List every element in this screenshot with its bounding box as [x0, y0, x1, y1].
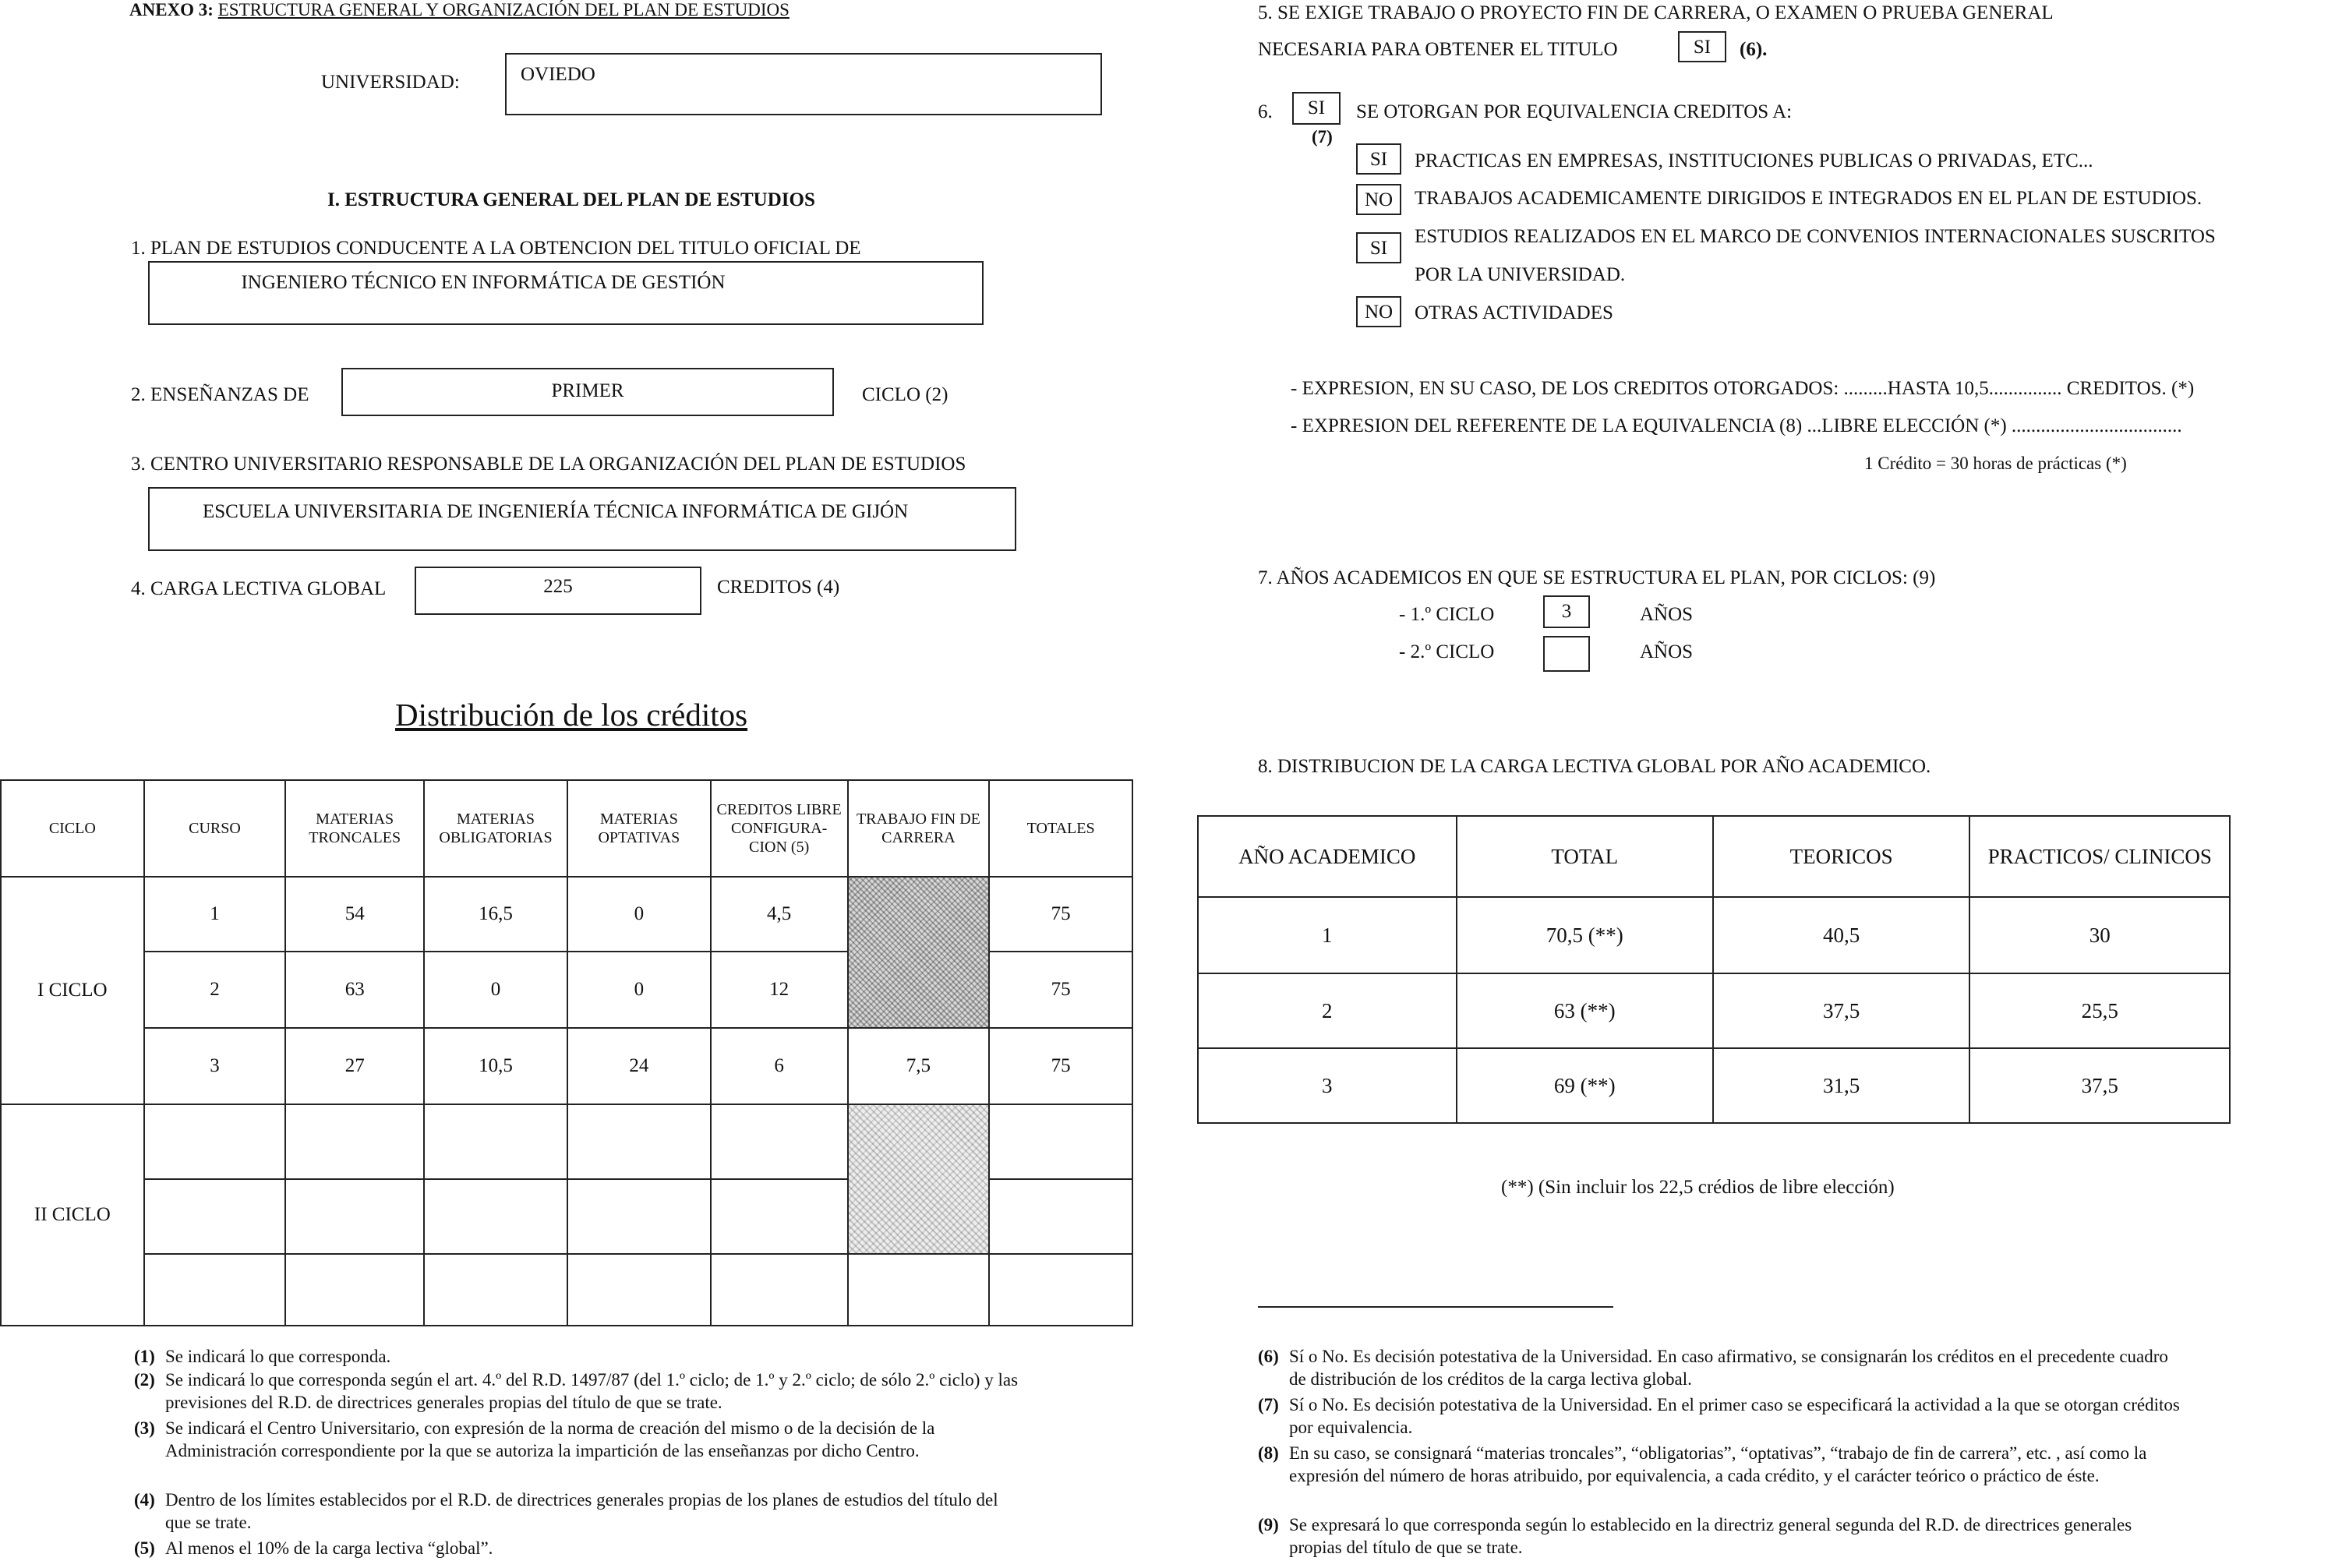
- annex-heading: [129, 0, 790, 20]
- item4-suffix: CREDITOS (4): [717, 577, 840, 598]
- trabajo-shaded-cell: [848, 877, 990, 1028]
- teoricos-cell: 37,5: [1713, 973, 1969, 1048]
- cycle1-label: - 1.º CICLO: [1399, 604, 1495, 625]
- year-table-note: (**) (Sin incluir los 22,5 crédios de libre elección): [1501, 1177, 1895, 1198]
- table-row: [1, 1254, 1132, 1326]
- year-cell: 1: [1198, 897, 1457, 973]
- ciclo1-cell: I CICLO: [1, 877, 144, 1104]
- footnote-number: (2): [134, 1370, 155, 1390]
- footnote: [134, 1537, 1069, 1560]
- header-optativas: MATERIAS OPTATIVAS: [567, 780, 711, 877]
- empty-cell: [711, 1254, 848, 1326]
- table-row: [1, 1028, 1132, 1104]
- ciclo2-cell: II CICLO: [1, 1104, 144, 1326]
- item6-number: 6.: [1258, 101, 1273, 122]
- footnote-number: (9): [1258, 1515, 1279, 1534]
- totales-cell: 75: [989, 877, 1132, 952]
- item1-field: [148, 261, 984, 325]
- obligatorias-cell: 10,5: [424, 1028, 567, 1104]
- item3-label: 3. CENTRO UNIVERSITARIO RESPONSABLE DE LA ORGANIZACIÓN DEL PLAN DE ESTUDIOS: [131, 454, 966, 475]
- item6-ref: (7): [1312, 127, 1333, 147]
- item8-title: 8. DISTRIBUCION DE LA CARGA LECTIVA GLOBAL POR AÑO ACADEMICO.: [1258, 756, 1931, 777]
- item4-field: [415, 567, 701, 615]
- section-title: I. ESTRUCTURA GENERAL DEL PLAN DE ESTUDIOS: [327, 189, 815, 210]
- header-ciclo: CICLO: [1, 780, 144, 877]
- troncales-cell: 27: [285, 1028, 424, 1104]
- option3-text: ESTUDIOS REALIZADOS EN EL MARCO DE CONVENIOS INTERNACIONALES SUSCRITOS: [1415, 226, 2216, 247]
- cycle2-label: - 2.º CICLO: [1399, 641, 1495, 662]
- footnote-text: Sí o No. Es decisión potestativa de la Universidad. En caso afirmativo, se consignarán los créditos en el precedente cuadro de distribución de los créditos de la carga lectiva global.: [1289, 1347, 2168, 1389]
- header-curso: CURSO: [144, 780, 286, 877]
- item3-value: ESCUELA UNIVERSITARIA DE INGENIERÍA TÉCNICA INFORMÁTICA DE GIJÓN: [203, 501, 909, 522]
- footnote-text: En su caso, se consignará “materias troncales”, “obligatorias”, “optativas”, “trabajo de fin de carrera”, etc. , así como la expresión del número de horas atribuido, por equivalencia, a cada crédito, y el carácter teórico o práctico de éste.: [1289, 1443, 2147, 1485]
- practicos-cell: 25,5: [1969, 973, 2230, 1048]
- practicos-cell: 37,5: [1969, 1048, 2230, 1123]
- empty-cell: [567, 1179, 711, 1254]
- annex-prefix: ANEXO 3:: [129, 0, 214, 19]
- item5-line1: 5. SE EXIGE TRABAJO O PROYECTO FIN DE CARRERA, O EXAMEN O PRUEBA GENERAL: [1258, 2, 2054, 23]
- optativas-cell: 0: [567, 952, 711, 1028]
- curso-cell: 3: [144, 1028, 286, 1104]
- item5-ref: (6).: [1740, 39, 1768, 60]
- item6-text: SE OTORGAN POR EQUIVALENCIA CREDITOS A:: [1356, 101, 1793, 122]
- header-trabajo: TRABAJO FIN DE CARRERA: [848, 780, 990, 877]
- year-cell: 3: [1198, 1048, 1457, 1123]
- header-totales: TOTALES: [989, 780, 1132, 877]
- empty-cell: [989, 1104, 1132, 1179]
- item1-label: 1. PLAN DE ESTUDIOS CONDUCENTE A LA OBTENCION DEL TITULO OFICIAL DE: [131, 238, 861, 259]
- optativas-cell: 24: [567, 1028, 711, 1104]
- empty-cell: [144, 1104, 286, 1179]
- total-cell: 69 (**): [1457, 1048, 1713, 1123]
- empty-cell: [144, 1254, 286, 1326]
- table-row: [1, 877, 1132, 952]
- option3-text-line2: POR LA UNIVERSIDAD.: [1415, 264, 1626, 285]
- item2-field: [341, 368, 834, 416]
- item6-answer-box: SI: [1292, 92, 1341, 125]
- empty-cell: [285, 1179, 424, 1254]
- empty-cell: [989, 1179, 1132, 1254]
- footnote-text: Al menos el 10% de la carga lectiva “global”.: [165, 1538, 493, 1558]
- footnote-text: Se indicará lo que corresponda según el art. 4.º del R.D. 1497/87 (del 1.º ciclo; de 1.º y 2.º ciclo; de sólo 2.º ciclo) y las previsiones del R.D. de directrices generales propias del título de que se trate.: [165, 1370, 1019, 1412]
- empty-cell: [424, 1104, 567, 1179]
- option2-text: TRABAJOS ACADEMICAMENTE DIRIGIDOS E INTEGRADOS EN EL PLAN DE ESTUDIOS.: [1415, 188, 2203, 209]
- cycle2-years-box: [1543, 636, 1590, 672]
- dist-title: Distribución de los créditos: [395, 697, 748, 733]
- distribution-table: [0, 779, 1133, 1326]
- header-total: TOTAL: [1457, 816, 1713, 897]
- expression-reference: - EXPRESION DEL REFERENTE DE LA EQUIVALENCIA (8) ...LIBRE ELECCIÓN (*) ...................................: [1291, 415, 2182, 436]
- header-practicos: PRACTICOS/ CLINICOS: [1969, 816, 2230, 897]
- header-libre: CREDITOS LIBRE CONFIGURA- CION (5): [711, 780, 848, 877]
- item4-value: 225: [543, 576, 573, 597]
- empty-cell: [144, 1179, 286, 1254]
- libre-cell: 12: [711, 952, 848, 1028]
- year-distribution-table: [1197, 815, 2231, 1124]
- item2-suffix: CICLO (2): [862, 384, 948, 405]
- header-year: AÑO ACADEMICO: [1198, 816, 1457, 897]
- cycle2-years-label: AÑOS: [1640, 641, 1694, 662]
- trabajo-cell: 7,5: [848, 1028, 990, 1104]
- option4-text: OTRAS ACTIVIDADES: [1415, 302, 1613, 323]
- total-cell: 70,5 (**): [1457, 897, 1713, 973]
- item2-label: 2. ENSEÑANZAS DE: [131, 384, 309, 405]
- troncales-cell: 63: [285, 952, 424, 1028]
- empty-cell: [989, 1254, 1132, 1326]
- table-row: [1198, 973, 2230, 1048]
- empty-cell: [567, 1104, 711, 1179]
- item7-title: 7. AÑOS ACADEMICOS EN QUE SE ESTRUCTURA EL PLAN, POR CICLOS: (9): [1258, 567, 1936, 588]
- empty-cell: [424, 1179, 567, 1254]
- footnote-number: (4): [134, 1490, 155, 1510]
- footnote-text: Se indicará el Centro Universitario, con expresión de la norma de creación del mismo o de la decisión de la Administración correspondiente por la que se autoriza la impartición de las enseñanzas por dicho Centro.: [165, 1418, 935, 1460]
- year-cell: 2: [1198, 973, 1457, 1048]
- universidad-value: OVIEDO: [521, 64, 595, 85]
- footnote-number: (6): [1258, 1347, 1279, 1366]
- universidad-field: [505, 53, 1102, 115]
- item3-field: [148, 487, 1016, 551]
- teoricos-cell: 40,5: [1713, 897, 1969, 973]
- footnote-number: (1): [134, 1347, 155, 1366]
- footnote-text: Se expresará lo que corresponda según lo establecido en la directriz general segunda del R.D. de directrices generales propias del título de que se trate.: [1289, 1515, 2132, 1557]
- footnote-number: (5): [134, 1538, 155, 1558]
- practicos-cell: 30: [1969, 897, 2230, 973]
- troncales-cell: 54: [285, 877, 424, 952]
- credit-hours-note: 1 Crédito = 30 horas de prácticas (*): [1864, 454, 2127, 473]
- obligatorias-cell: 16,5: [424, 877, 567, 952]
- libre-cell: 4,5: [711, 877, 848, 952]
- libre-cell: 6: [711, 1028, 848, 1104]
- universidad-label: UNIVERSIDAD:: [321, 72, 460, 93]
- header-obligatorias: MATERIAS OBLIGATORIAS: [424, 780, 567, 877]
- cycle1-years-label: AÑOS: [1640, 604, 1694, 625]
- footnote: [1258, 1442, 2193, 1512]
- option1-box: SI: [1356, 143, 1401, 175]
- item5-answer-box: SI: [1678, 31, 1726, 62]
- header-troncales: MATERIAS TRONCALES: [285, 780, 424, 877]
- empty-cell: [285, 1254, 424, 1326]
- empty-cell: [424, 1254, 567, 1326]
- footnote: [134, 1417, 1069, 1487]
- empty-cell: [285, 1104, 424, 1179]
- curso-cell: 2: [144, 952, 286, 1028]
- totales-cell: 75: [989, 952, 1132, 1028]
- item2-value: PRIMER: [551, 380, 624, 401]
- option2-box: NO: [1356, 184, 1401, 215]
- footnote-text: Sí o No. Es decisión potestativa de la Universidad. En el primer caso se especificará la actividad a la que se otorgan créditos por equivalencia.: [1289, 1395, 2180, 1437]
- table-row: [1198, 1048, 2230, 1123]
- option3-box: SI: [1356, 232, 1401, 263]
- item5-line2: NECESARIA PARA OBTENER EL TITULO: [1258, 39, 1618, 60]
- footnote-number: (8): [1258, 1443, 1279, 1463]
- footnote: [134, 1345, 1069, 1368]
- expression-credits: - EXPRESION, EN SU CASO, DE LOS CREDITOS OTORGADOS: .........HASTA 10,5............... CREDITOS. (*): [1291, 378, 2195, 399]
- obligatorias-cell: 0: [424, 952, 567, 1028]
- option4-box: NO: [1356, 296, 1401, 327]
- total-cell: 63 (**): [1457, 973, 1713, 1048]
- item4-label: 4. CARGA LECTIVA GLOBAL: [131, 578, 387, 599]
- footnote: [1258, 1393, 2193, 1440]
- cycle1-years-box: 3: [1543, 595, 1590, 628]
- footnote-divider: [1258, 1306, 1613, 1308]
- table-row: [1198, 897, 2230, 973]
- totales-cell: 75: [989, 1028, 1132, 1104]
- footnote: [134, 1489, 1069, 1535]
- table-header-row: [1, 780, 1132, 877]
- curso-cell: 1: [144, 877, 286, 952]
- table-row: [1, 1104, 1132, 1179]
- trabajo-shaded-cell: [848, 1104, 990, 1254]
- teoricos-cell: 31,5: [1713, 1048, 1969, 1123]
- empty-cell: [711, 1104, 848, 1179]
- optativas-cell: 0: [567, 877, 711, 952]
- footnote: [1258, 1513, 2193, 1560]
- option1-text: PRACTICAS EN EMPRESAS, INSTITUCIONES PUBLICAS O PRIVADAS, ETC...: [1415, 150, 2093, 171]
- empty-cell: [711, 1179, 848, 1254]
- item1-value: INGENIERO TÉCNICO EN INFORMÁTICA DE GESTIÓN: [241, 272, 726, 293]
- footnote: [1258, 1345, 2193, 1392]
- footnote-text: Se indicará lo que corresponda.: [165, 1347, 391, 1366]
- empty-cell: [848, 1254, 990, 1326]
- footnote-number: (3): [134, 1418, 155, 1438]
- footnote-text: Dentro de los límites establecidos por el R.D. de directrices generales propias de los planes de estudios del título del que se trate.: [165, 1490, 998, 1532]
- empty-cell: [567, 1254, 711, 1326]
- footnote-number: (7): [1258, 1395, 1279, 1414]
- header-teoricos: TEORICOS: [1713, 816, 1969, 897]
- annex-title: ESTRUCTURA GENERAL Y ORGANIZACIÓN DEL PLAN DE ESTUDIOS: [217, 0, 790, 19]
- table-header-row: [1198, 816, 2230, 897]
